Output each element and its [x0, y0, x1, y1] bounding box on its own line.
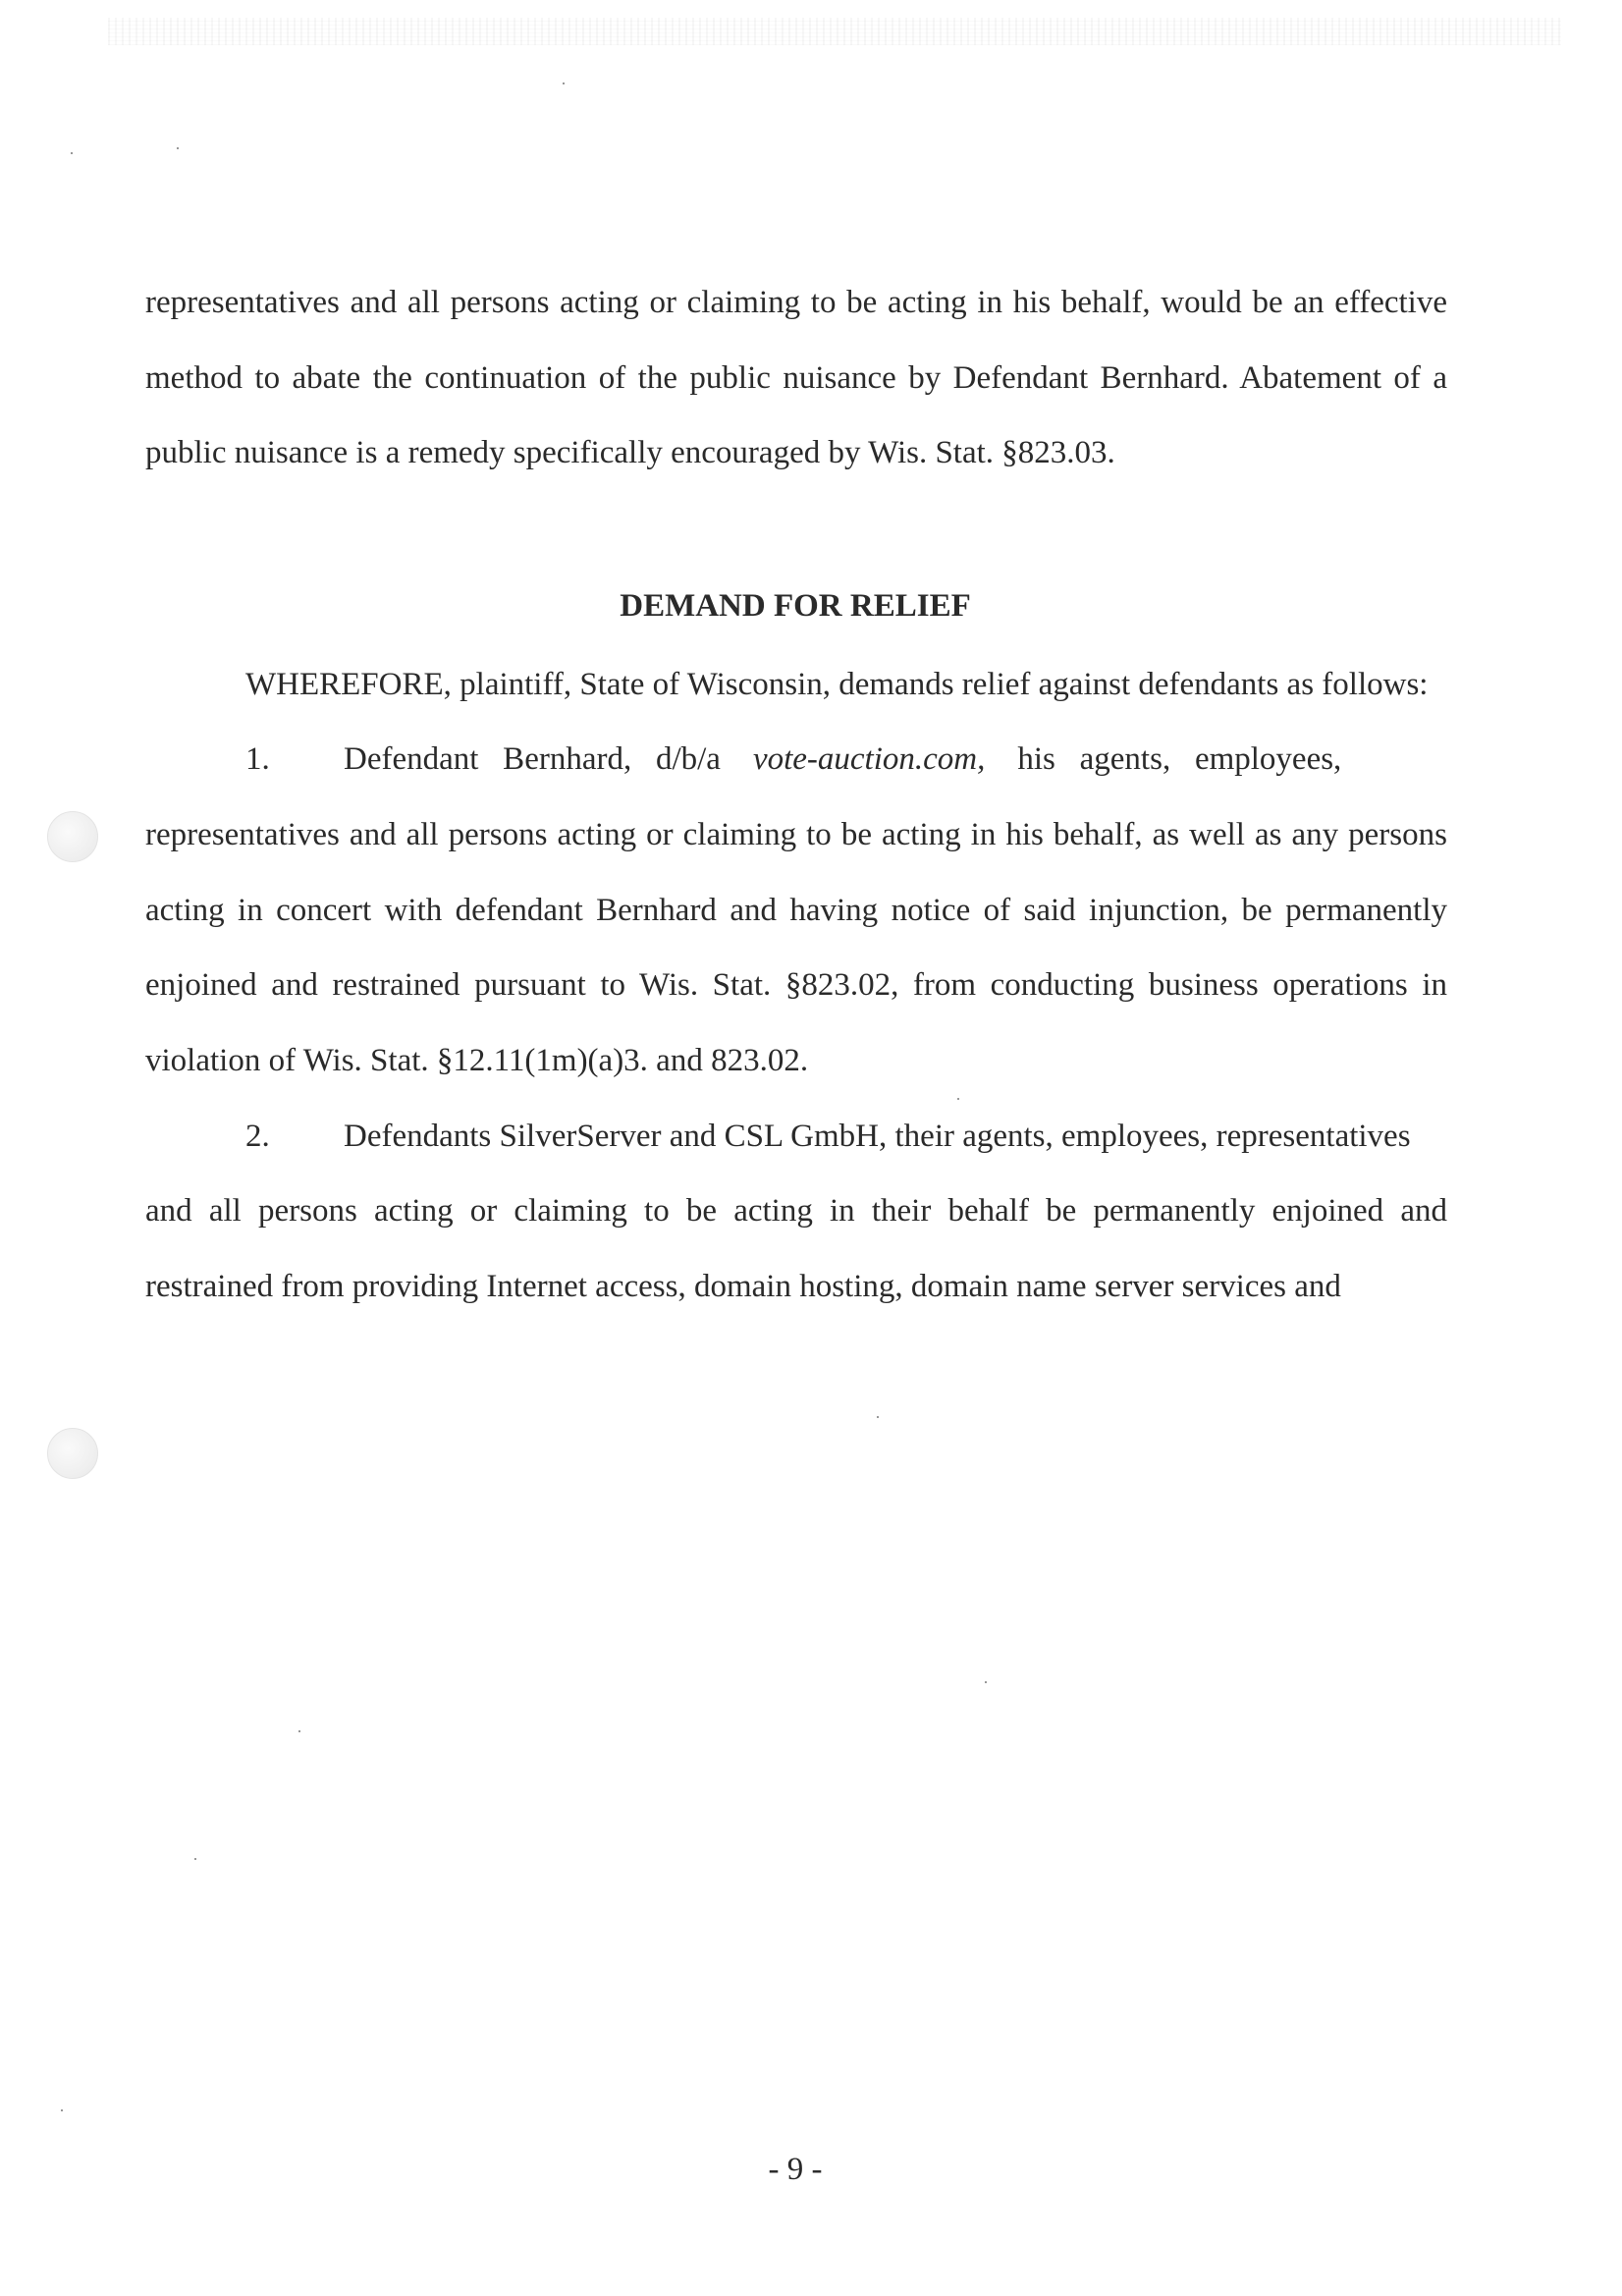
body-line: acting in concert with defendant Bernhard and having notice of said injunction, be permanently — [145, 893, 1447, 928]
item-2-text: Defendants SilverServer and CSL GmbH, their agents, employees, representatives — [344, 1119, 1411, 1154]
body-line: enjoined and restrained pursuant to Wis. Stat. §823.02, from conducting business operations in — [145, 967, 1447, 1003]
scan-speck — [71, 152, 73, 154]
body-line: representatives and all persons acting or claiming to be acting in his behalf, as well as any persons — [145, 817, 1447, 852]
item-1-first-line — [245, 739, 1447, 779]
item-1-text-b: his agents, employees, — [1017, 741, 1342, 777]
item-1-number: 1. — [245, 741, 270, 777]
scan-speck — [298, 1730, 300, 1732]
body-line: representatives and all persons acting or claiming to be acting in his behalf, would be an effective — [145, 285, 1447, 320]
punch-hole-lower — [47, 1428, 98, 1479]
item-1-website: vote-auction.com, — [752, 741, 986, 777]
scan-noise — [108, 18, 1561, 45]
scan-speck — [877, 1416, 879, 1418]
body-line: restrained from providing Internet access, domain hosting, domain name server services and — [145, 1269, 1341, 1304]
scan-speck — [563, 82, 565, 84]
punch-hole-upper — [47, 811, 98, 862]
scan-speck — [194, 1858, 196, 1860]
body-line: and all persons acting or claiming to be acting in their behalf be permanently enjoined and — [145, 1193, 1447, 1229]
scan-speck — [957, 1098, 959, 1100]
scan-speck — [61, 2109, 63, 2111]
item-2-number: 2. — [245, 1119, 270, 1154]
scan-speck — [177, 147, 179, 149]
body-line: public nuisance is a remedy specifically encouraged by Wis. Stat. §823.03. — [145, 435, 1115, 470]
wherefore-line: WHEREFORE, plaintiff, State of Wisconsin, demands relief against defendants as follows: — [245, 667, 1429, 702]
page-number: - 9 - — [768, 2152, 823, 2187]
item-1-text-a: Defendant Bernhard, d/b/a — [344, 741, 721, 777]
body-line: method to abate the continuation of the public nuisance by Defendant Bernhard. Abatement of a — [145, 360, 1447, 396]
scan-speck — [985, 1681, 987, 1683]
body-line: violation of Wis. Stat. §12.11(1m)(a)3. and 823.02. — [145, 1043, 809, 1078]
item-2-first-line — [245, 1117, 1447, 1156]
section-heading: DEMAND FOR RELIEF — [620, 588, 971, 624]
